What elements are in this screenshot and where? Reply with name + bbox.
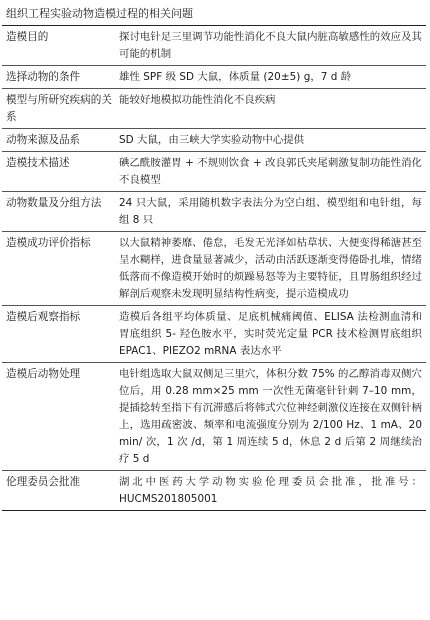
table-row	[2, 191, 426, 231]
row-value: 雄性 SPF 级 SD 大鼠，体质量 (20±5) g，7 d 龄	[119, 71, 352, 83]
row-label: 造模技术描述	[6, 157, 70, 169]
table-row	[2, 151, 426, 191]
row-value: 碘乙酰胺灌胃 + 不规则饮食 + 改良郭氏夹尾刺激复制功能性消化不良模型	[119, 157, 422, 186]
table-row	[2, 470, 426, 510]
row-value: 能较好地模拟功能性消化不良疾病	[119, 94, 276, 106]
table-row	[2, 128, 426, 151]
table-row	[2, 362, 426, 470]
row-label: 造模成功评价指标	[6, 237, 91, 249]
row-value: 24 只大鼠，采用随机数字表法分为空白组、模型组和电针组，每组 8 只	[119, 197, 422, 226]
row-label: 动物数量及分组方法	[6, 197, 102, 209]
row-label: 造模目的	[6, 31, 49, 43]
row-label: 造模后观察指标	[6, 311, 81, 323]
row-label: 造模后动物处理	[6, 368, 81, 380]
row-value: 电针组选取大鼠双侧足三里穴，体积分数 75% 的乙醇消毒双侧穴位后，用 0.28 mm×25 mm 一次性无菌毫针针刺 7–10 mm，提插捻转至指下有沉滞感后将韩式穴位神经刺激仪连接在双侧针柄上，选用疏密波、频率和电流强度分别为 2/100 Hz、1 mA、20 min/ 次，1 次 /d，第 1 周连续 5 d，休息 2 d 后第 2 周继续治疗 5 d	[119, 368, 422, 465]
row-label: 动物来源及品系	[6, 134, 81, 146]
table-row	[2, 88, 426, 128]
table-row	[2, 305, 426, 362]
table-body	[2, 25, 426, 511]
table-row	[2, 26, 426, 65]
table-row	[2, 231, 426, 305]
row-label: 伦理委员会批准	[6, 476, 81, 488]
table-title: 组织工程实验动物造模过程的相关问题	[6, 7, 193, 20]
row-value: 探讨电针足三里调节功能性消化不良大鼠内脏高敏感性的效应及其可能的机制	[119, 31, 422, 60]
row-value: 湖北中医药大学动物实验伦理委员会批准，批准号：HUCMS201805001	[119, 476, 422, 505]
row-value: 以大鼠精神萎靡、倦怠，毛发无光泽如枯草状、大便变得稀溏甚至呈水糊样，进食量显著减少，活动由活跃逐渐变得倦卧扎堆，情绪低落而不像造模开始时的烦躁易怒等为主要特征，且胃肠组织经过解剖后观察未发现明显结构性病变，提示造模成功	[119, 237, 422, 300]
row-label: 选择动物的条件	[6, 71, 81, 83]
modeling-table	[2, 2, 426, 511]
row-value: SD 大鼠，由三峡大学实验动物中心提供	[119, 134, 305, 146]
row-label: 模型与所研究疾病的关系	[6, 94, 112, 123]
row-value: 造模后各组平均体质量、足底机械痛阈值、ELISA 法检测血清和胃底组织 5- 羟色胺水平，实时荧光定量 PCR 技术检测胃底组织 EPAC1、PIEZO2 mRNA 表达水平	[119, 311, 422, 357]
table-row	[2, 65, 426, 88]
